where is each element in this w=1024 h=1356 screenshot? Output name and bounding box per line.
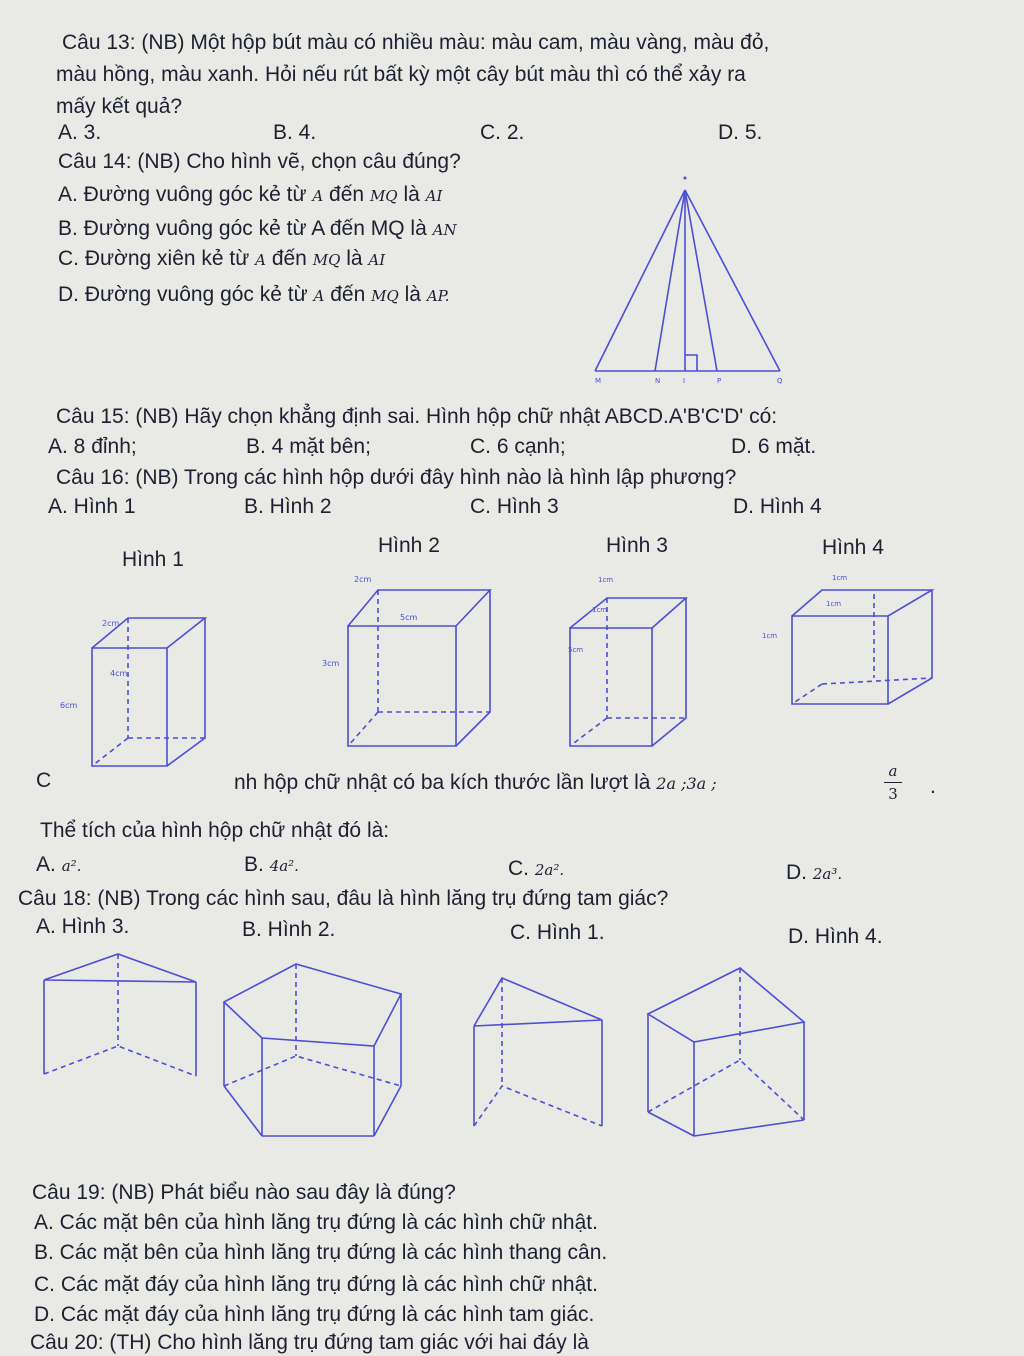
label-m: M xyxy=(595,377,602,385)
q19-option-d: D. Các mặt đáy của hình lăng trụ đứng là các hình tam giác. xyxy=(34,1303,595,1326)
q18-option-d: D. Hình 4. xyxy=(788,925,883,948)
right-angle-mark xyxy=(685,355,697,371)
q14-option-d: D. Đường vuông góc kẻ từ A đến MQ là AP. xyxy=(58,283,450,306)
figure-1-dim-a: 2cm xyxy=(102,619,120,628)
segment-am xyxy=(595,190,685,371)
segment-an xyxy=(655,190,685,371)
q13-line1: Câu 13: (NB) Một hộp bút màu có nhiều màu: màu cam, màu vàng, màu đỏ, xyxy=(62,31,770,54)
figure-3-title: Hình 3 xyxy=(606,534,668,557)
q14-option-a: A. Đường vuông góc kẻ từ A đến MQ là AI xyxy=(58,183,443,206)
q17-period: . xyxy=(930,775,936,798)
q18-figure-triangular-prism-2 xyxy=(466,966,616,1136)
q17-option-a: A. a². xyxy=(36,853,82,876)
q17-fraction: a 3 xyxy=(884,762,902,803)
segment-aq xyxy=(685,190,780,371)
q18-stem: Câu 18: (NB) Trong các hình sau, đâu là hình lăng trụ đứng tam giác? xyxy=(18,887,669,910)
figure-2-dim-c: 3cm xyxy=(322,659,340,668)
q14-stem: Câu 14: (NB) Cho hình vẽ, chọn câu đúng? xyxy=(58,150,461,173)
figure-4-title: Hình 4 xyxy=(822,536,884,559)
q15-option-c: C. 6 cạnh; xyxy=(470,435,566,458)
q16-stem: Câu 16: (NB) Trong các hình hộp dưới đây hình nào là hình lập phương? xyxy=(56,466,737,489)
figure-1-title: Hình 1 xyxy=(122,548,184,571)
label-p: P xyxy=(717,377,722,385)
q19-option-c: C. Các mặt đáy của hình lăng trụ đứng là các hình chữ nhật. xyxy=(34,1273,598,1296)
q17-option-b: B. 4a². xyxy=(244,853,299,876)
q13-line2: màu hồng, màu xanh. Hỏi nếu rút bất kỳ một cây bút màu thì có thể xảy ra xyxy=(56,63,746,86)
figure-4-dim-a: 1cm xyxy=(832,574,848,582)
label-q: Q xyxy=(777,377,783,385)
q18-option-c: C. Hình 1. xyxy=(510,921,605,944)
q17-option-c: C. 2a². xyxy=(508,857,565,880)
figure-4-dim-b: 1cm xyxy=(826,600,842,608)
q15-option-b: B. 4 mặt bên; xyxy=(246,435,371,458)
q14-option-c: C. Đường xiên kẻ từ A đến MQ là AI xyxy=(58,247,386,270)
q14-triangle-figure xyxy=(585,168,790,393)
figure-4-dim-c: 1cm xyxy=(762,632,778,640)
q15-option-d: D. 6 mặt. xyxy=(731,435,817,458)
q20-stem: Câu 20: (TH) Cho hình lăng trụ đứng tam giác với hai đáy là xyxy=(30,1331,589,1354)
figure-1-dim-b: 4cm xyxy=(110,669,128,678)
q14-option-b: B. Đường vuông góc kẻ từ A đến MQ là AN xyxy=(58,217,457,240)
q16-option-a: A. Hình 1 xyxy=(48,495,136,518)
figure-3-dim-c: 5cm xyxy=(568,646,584,654)
q17-stem: nh hộp chữ nhật có ba kích thước lần lượt là 2a ;3a ; xyxy=(234,771,717,794)
figure-1-box xyxy=(40,590,230,780)
q18-figure-triangular-prism-1 xyxy=(36,946,216,1131)
segment-ap xyxy=(685,190,717,371)
label-i: I xyxy=(683,377,686,385)
q16-option-d: D. Hình 4 xyxy=(733,495,822,518)
q13-option-a: A. 3. xyxy=(58,121,102,144)
q16-option-b: B. Hình 2 xyxy=(244,495,332,518)
q18-figure-pentagonal-prism xyxy=(216,956,416,1141)
figure-3-dim-b: 1cm xyxy=(592,606,608,614)
figure-2-dim-b: 5cm xyxy=(400,613,418,622)
q13-line3: mấy kết quả? xyxy=(56,95,183,118)
q18-figure-quadrilateral-prism xyxy=(640,960,810,1140)
point-a xyxy=(684,177,687,180)
label-n: N xyxy=(655,377,661,385)
figure-2-box xyxy=(318,570,498,750)
figure-4-box xyxy=(762,570,942,710)
figure-3-dim-a: 1cm xyxy=(598,576,614,584)
figure-1-dim-c: 6cm xyxy=(60,701,78,710)
q17-stem-start: C xyxy=(36,769,52,792)
q15-option-a: A. 8 đỉnh; xyxy=(48,435,137,458)
figure-3-box xyxy=(562,570,692,750)
q19-stem: Câu 19: (NB) Phát biểu nào sau đây là đúng? xyxy=(32,1181,456,1204)
q18-option-a: A. Hình 3. xyxy=(36,915,130,938)
q17-line2: Thể tích của hình hộp chữ nhật đó là: xyxy=(40,819,390,842)
figure-2-dim-a: 2cm xyxy=(354,575,372,584)
q16-option-c: C. Hình 3 xyxy=(470,495,559,518)
q13-option-d: D. 5. xyxy=(718,121,763,144)
q15-stem: Câu 15: (NB) Hãy chọn khẳng định sai. Hình hộp chữ nhật ABCD.A'B'C'D' có: xyxy=(56,405,778,428)
q18-option-b: B. Hình 2. xyxy=(242,918,336,941)
q13-option-b: B. 4. xyxy=(273,121,317,144)
q19-option-a: A. Các mặt bên của hình lăng trụ đứng là các hình chữ nhật. xyxy=(34,1211,598,1234)
q13-option-c: C. 2. xyxy=(480,121,525,144)
q19-option-b: B. Các mặt bên của hình lăng trụ đứng là các hình thang cân. xyxy=(34,1241,608,1264)
figure-2-title: Hình 2 xyxy=(378,534,440,557)
q17-option-d: D. 2a³. xyxy=(786,861,843,884)
